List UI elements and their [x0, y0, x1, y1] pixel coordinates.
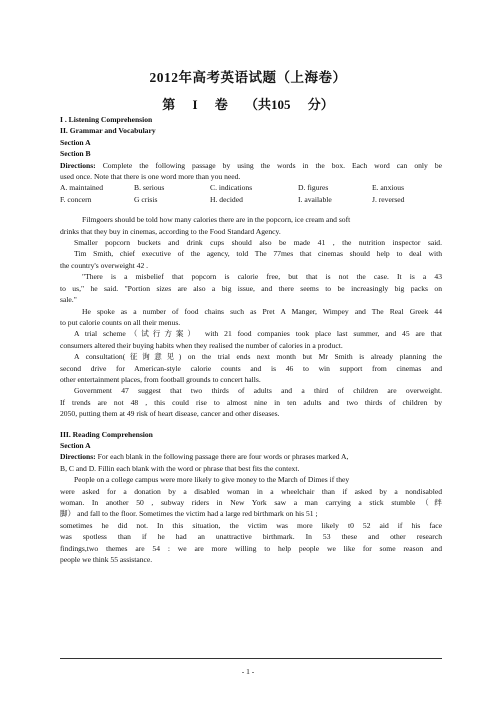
option-j: J. reversed — [372, 194, 405, 204]
passage-line: consumers altered their buying habits when they realised the number of calories in a product. — [60, 340, 343, 350]
passage-line: second drive for American-style calorie counts and is 46 to win support from cinemas and — [60, 363, 442, 373]
reading-section-a-label: Section A — [60, 440, 91, 450]
option-a: A. maintained — [60, 183, 104, 193]
reading-line: People on a college campus were more likely to give money to the March of Dimes if they — [74, 475, 350, 485]
passage-line: A consultation(征询意见) on the trial ends next month but Mr Smith is already planning the — [74, 352, 442, 362]
reading-directions-line-2: B, C and D. Fillin each blank with the word or phrase that best fits the context. — [60, 463, 300, 473]
section-a-label: Section A — [60, 137, 91, 147]
passage-line: to us," he said. "Portion sizes are also a big issue, and there seems to be increasingly big packs on — [60, 283, 442, 293]
footer-divider — [60, 658, 442, 659]
option-b: B. serious — [134, 183, 165, 193]
passage-line: Smaller popcorn buckets and drink cups should also be made 41 , the nutrition inspector said. — [74, 238, 442, 248]
option-c: C. indications — [210, 183, 253, 193]
section-b-label: Section B — [60, 149, 91, 159]
passage-line: If trends are not 48 , this could rise to almost nine in ten adults and two thirds of children by — [60, 397, 442, 407]
reading-line: people we think 55 assistance. — [60, 555, 153, 565]
reading-directions-label: Directions: — [60, 452, 96, 462]
option-h: H. decided — [210, 194, 243, 204]
option-i: I. available — [298, 194, 332, 204]
reading-line: sometimes he did not. In this situation, the victim was more likely t0 52 aid if his face — [60, 520, 442, 530]
option-d: D. figures — [298, 183, 329, 193]
word-box-row-1 — [60, 182, 442, 193]
passage-line: to put calorie counts on all their menus. — [60, 317, 181, 327]
directions-label: Directions: — [60, 160, 96, 170]
section-heading-grammar: II. Grammar and Vocabulary — [60, 126, 156, 136]
passage-line: A trial scheme（试行方案） with 21 food companies took place last summer, and 45 are that — [74, 329, 442, 339]
passage-line: other entertainment places, from football grounds to concert halls. — [60, 374, 261, 384]
section-heading-listening: I . Listening Comprehension — [60, 115, 153, 124]
reading-line: 脚） and fall to the floor. Sometimes the victim had a large red birthmark on his 51 ; — [60, 509, 318, 519]
passage-line: 2050, putting them at 49 risk of heart disease, cancer and other diseases. — [60, 409, 280, 419]
page-subtitle: 第 I 卷 （共105 分） — [162, 97, 334, 112]
directions-line-1: Directions: Complete the following passage by using the words in the box. Each word can only be — [60, 160, 442, 170]
passage-line: Government 47 suggest that two thirds of adults and a third of children are overweight. — [74, 386, 442, 396]
reading-directions-line-1: Directions: For each blank in the following passage there are four words or phrases marked A, — [60, 452, 349, 462]
option-e: E. anxious — [372, 183, 405, 193]
document-body — [60, 114, 442, 565]
reading-line: was spotless than if he had an unattractive birthmark. In 53 these and other research — [60, 532, 442, 542]
reading-line: were asked for a donation by a disabled woman in a wheelchair than if asked by a nondisabled — [60, 486, 442, 496]
word-box-row-2 — [60, 194, 442, 205]
passage-line: drinks that they buy in cinemas, according to the Food Standard Agency. — [60, 226, 281, 236]
passage-line: Tim Smith, chief executive of the agency, told The 77mes that cinemas should help to deal with — [74, 249, 442, 259]
passage-line: "There is a misbelief that popcorn is calorie free, but that is not the case. It is a 43 — [82, 272, 442, 282]
option-g: G crisis — [134, 194, 158, 204]
page-number: - 1 - — [241, 667, 255, 676]
passage-line: Filmgoers should be told how many calories there are in the popcorn, ice cream and soft — [82, 215, 351, 225]
section-heading-reading: III. Reading Comprehension — [60, 429, 153, 439]
reading-line: woman. In another 50 , subway riders in New York saw a man carrying a stick stumble（绊 — [60, 498, 442, 507]
reading-line: findings,two themes are 54 : we are more willing to help people we like for some reason and — [60, 543, 442, 553]
passage-line: He spoke as a number of food chains such as Pret A Manger, Wimpey and The Real Greek 44 — [82, 306, 442, 316]
directions-line-2: used once. Note that there is one word more than you need. — [60, 172, 241, 182]
option-f: F. concern — [60, 194, 92, 204]
passage-line: sale." — [60, 295, 77, 305]
passage-line: the country's overweight 42 . — [60, 260, 149, 270]
page-title: 2012年高考英语试题（上海卷） — [149, 70, 347, 85]
